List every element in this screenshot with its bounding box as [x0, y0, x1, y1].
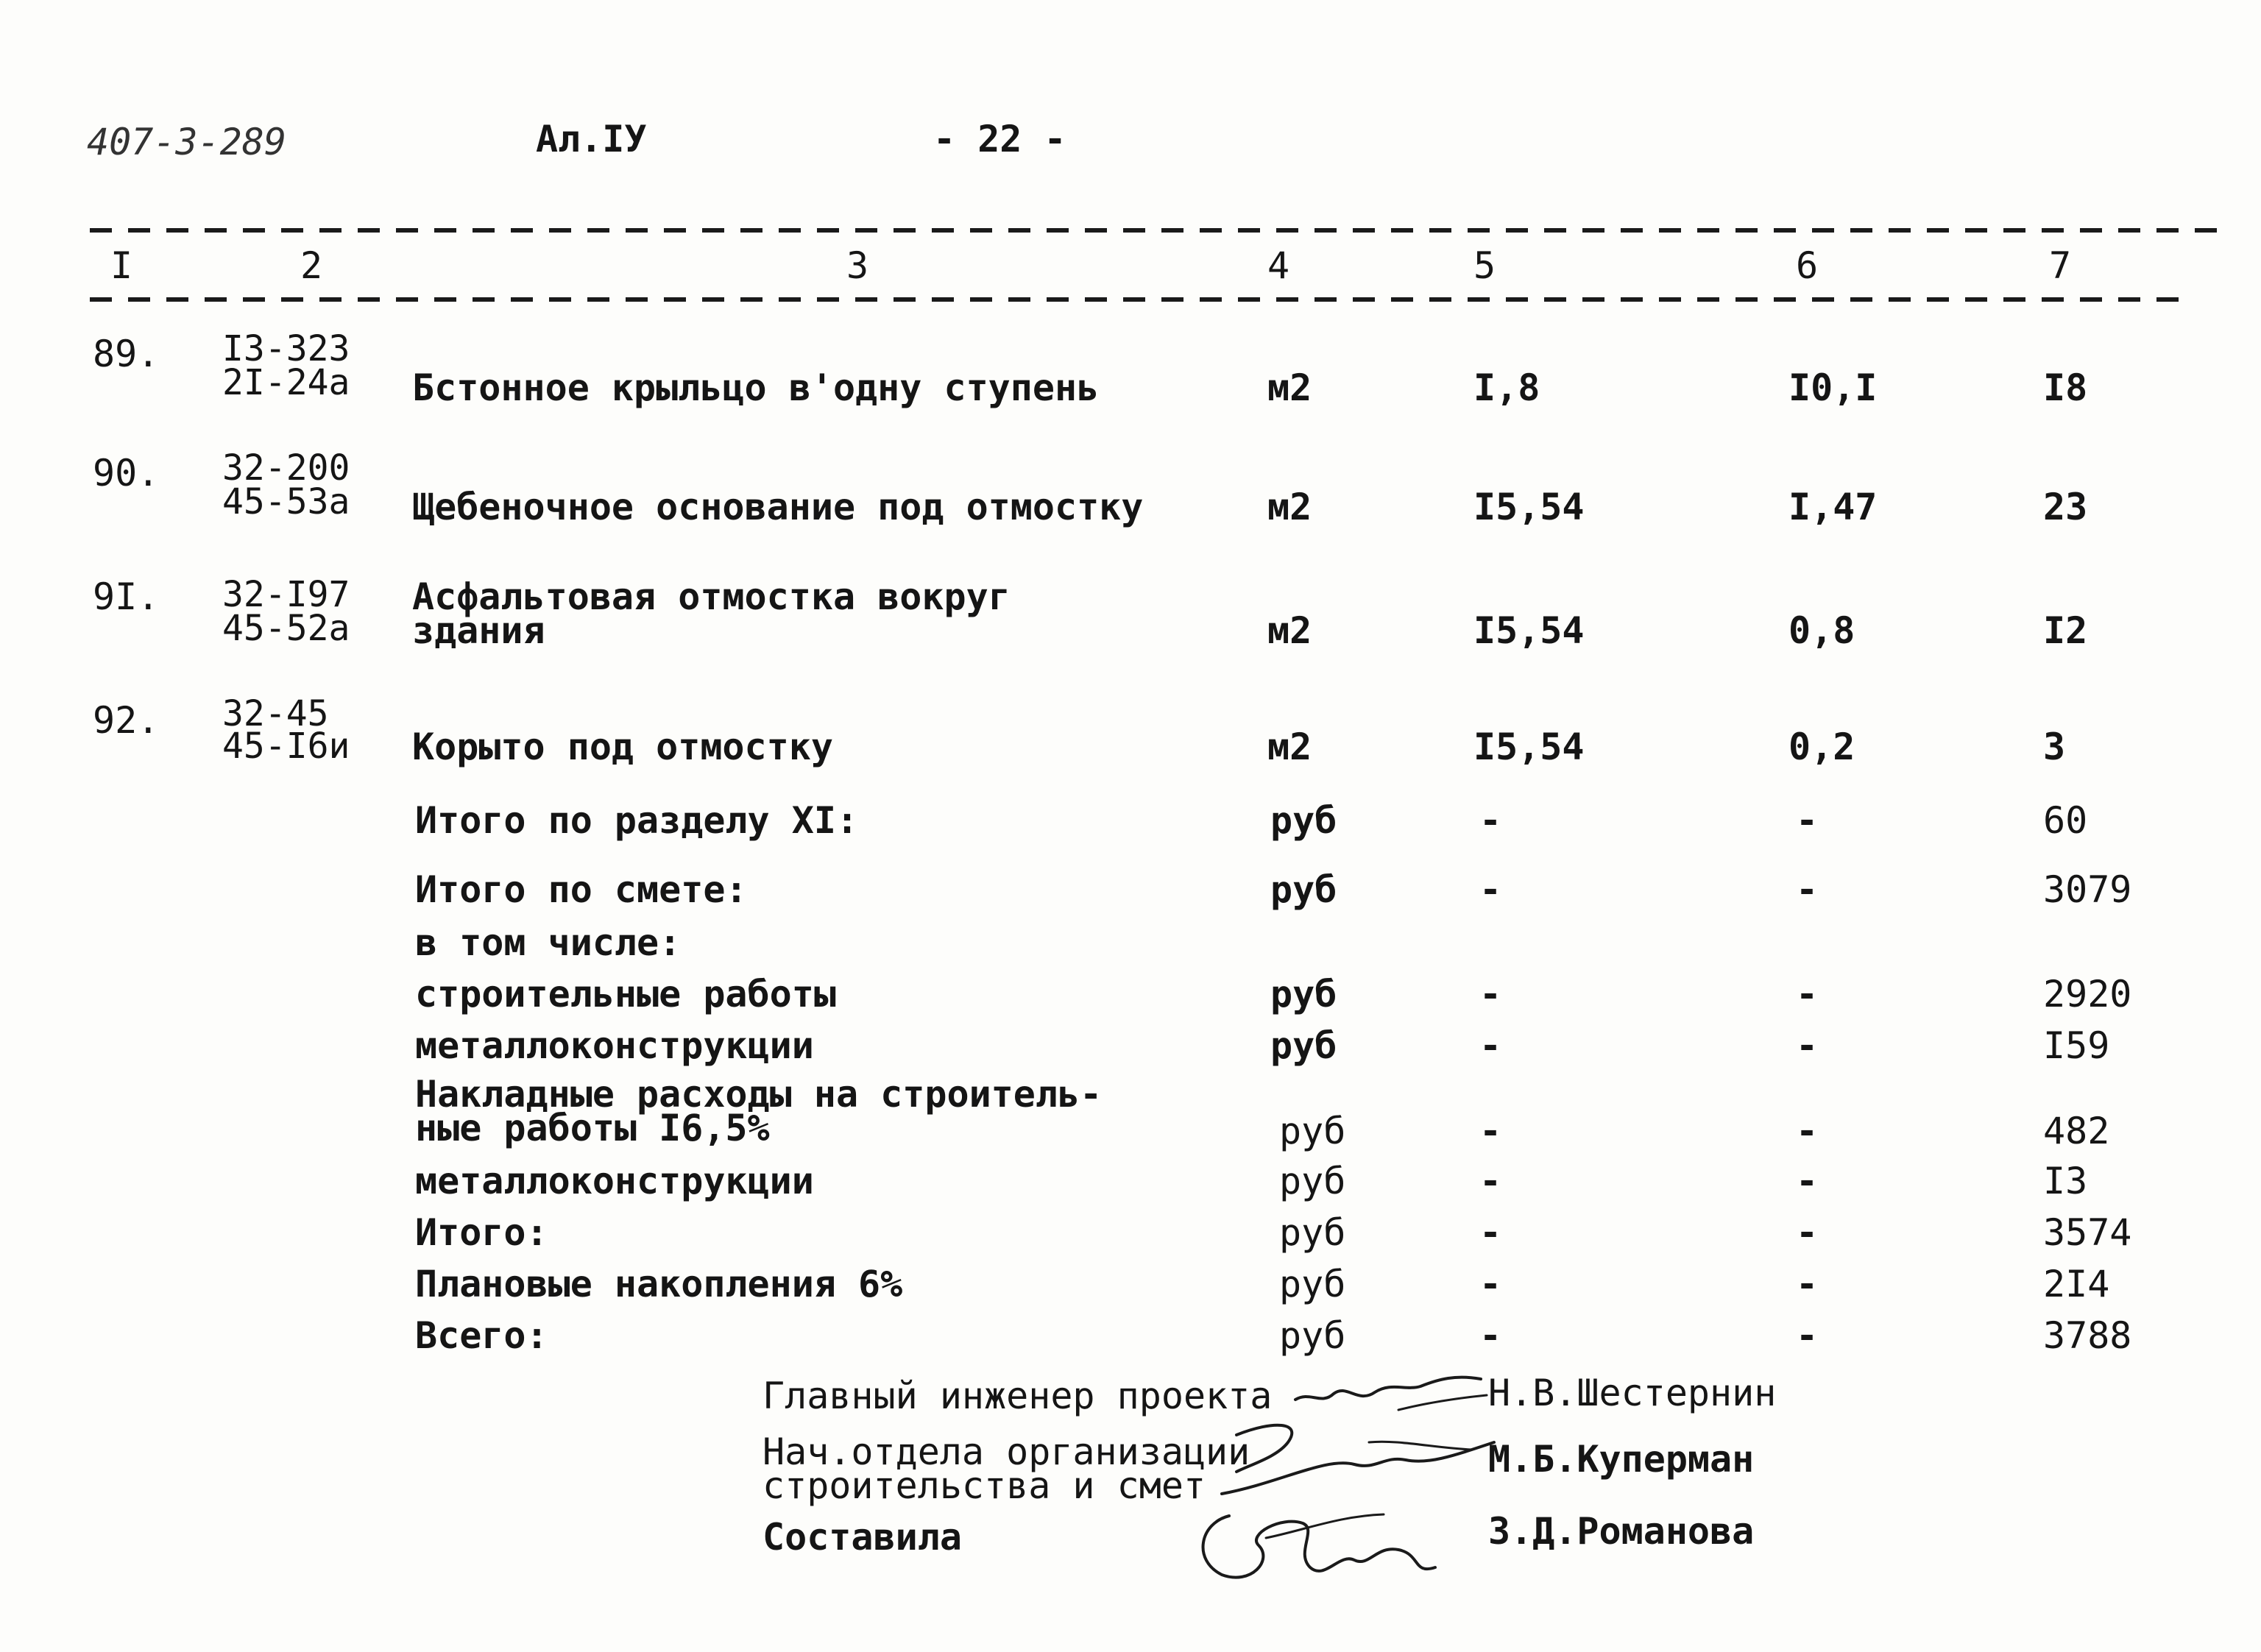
signature-role: Главный инженер проекта: [762, 1375, 1273, 1417]
row-price: I,47: [1788, 486, 1878, 528]
row-quantity: I5,54: [1473, 486, 1585, 528]
summary-label-continued: ные работы I6,5%: [415, 1107, 770, 1149]
col-header-4: 4: [1267, 244, 1290, 287]
signature-name: Н.В.Шестернин: [1488, 1372, 1777, 1414]
summary-unit: руб: [1279, 1110, 1346, 1152]
signature-role-continued: строительства и смет: [762, 1464, 1206, 1507]
row-total: I2: [2043, 609, 2088, 652]
summary-label: Накладные расходы на строитель-: [415, 1073, 1103, 1116]
summary-price: -: [1796, 1110, 1819, 1152]
row-price: I0,I: [1788, 366, 1878, 409]
summary-unit: руб: [1279, 1160, 1346, 1202]
row-unit: м2: [1267, 486, 1312, 528]
summary-price: -: [1796, 1263, 1819, 1305]
row-code-primary: 32-I97: [222, 574, 350, 615]
col-header-2: 2: [300, 244, 323, 287]
summary-price: -: [1796, 973, 1819, 1015]
summary-quantity: -: [1479, 868, 1502, 911]
summary-total: 3079: [2043, 868, 2132, 911]
row-name: Щебеночное основание под отмостку: [412, 486, 1144, 528]
row-quantity: I,8: [1473, 366, 1540, 409]
summary-quantity: -: [1479, 1110, 1502, 1152]
doc-code: 407-3-289: [87, 121, 286, 163]
summary-unit: руб: [1279, 1263, 1346, 1305]
row-number: 92.: [93, 699, 160, 742]
summary-total: 2920: [2043, 973, 2132, 1015]
page-number: - 22 -: [933, 118, 1066, 160]
signature-role: Составила: [762, 1516, 962, 1559]
summary-price: -: [1796, 868, 1819, 911]
row-number: 89.: [93, 333, 160, 375]
summary-quantity: -: [1479, 973, 1502, 1015]
row-number: 9I.: [93, 575, 160, 618]
col-header-3: 3: [846, 244, 869, 287]
row-number: 90.: [93, 452, 160, 494]
row-code-secondary: 45-52а: [222, 608, 350, 649]
col-header-1: I: [110, 244, 133, 287]
summary-total: 482: [2043, 1110, 2110, 1152]
row-total: I8: [2043, 366, 2088, 409]
row-quantity: I5,54: [1473, 726, 1585, 768]
summary-label: Итого:: [415, 1211, 548, 1254]
summary-total: 3788: [2043, 1314, 2132, 1357]
col-header-5: 5: [1473, 244, 1496, 287]
row-price: 0,8: [1788, 609, 1855, 652]
row-total: 23: [2043, 486, 2088, 528]
summary-price: -: [1796, 799, 1819, 842]
summary-quantity: -: [1479, 1024, 1502, 1067]
handwritten-signature-chief-engineer: [1288, 1361, 1509, 1420]
summary-label: металлоконструкции: [415, 1160, 814, 1202]
summary-unit: руб: [1270, 973, 1337, 1015]
col-header-6: 6: [1796, 244, 1819, 287]
signature-name: З.Д.Романова: [1488, 1510, 1755, 1553]
summary-price: -: [1796, 1024, 1819, 1067]
row-price: 0,2: [1788, 726, 1855, 768]
summary-price: -: [1796, 1314, 1819, 1357]
summary-total: 3574: [2043, 1211, 2132, 1254]
summary-quantity: -: [1479, 1160, 1502, 1202]
summary-total: 2I4: [2043, 1263, 2110, 1305]
summary-label: в том числе:: [415, 921, 682, 964]
summary-total: 60: [2043, 799, 2088, 842]
row-quantity: I5,54: [1473, 609, 1585, 652]
summary-price: -: [1796, 1211, 1819, 1254]
summary-label: Всего:: [415, 1314, 548, 1357]
row-code-primary: I3-323: [222, 328, 350, 369]
summary-label: Итого по смете:: [415, 868, 748, 911]
row-name: Бстонное крыльцо в'одну ступень: [412, 366, 1100, 409]
row-code-primary: 32-45: [222, 693, 329, 734]
row-name-continued: здания: [412, 609, 545, 652]
summary-unit: руб: [1270, 1024, 1337, 1067]
summary-quantity: -: [1479, 1314, 1502, 1357]
header-rule-bottom: [90, 297, 2195, 302]
summary-quantity: -: [1479, 1263, 1502, 1305]
summary-total: I3: [2043, 1160, 2088, 1202]
summary-label: Итого по разделу XI:: [415, 799, 859, 842]
row-name: Корыто под отмостку: [412, 726, 833, 768]
album-label: Ал.IУ: [536, 118, 647, 160]
row-code-secondary: 45-I6и: [222, 726, 350, 767]
row-total: 3: [2043, 726, 2066, 768]
signature-role: Нач.отдела организации: [762, 1431, 1250, 1473]
summary-unit: руб: [1279, 1211, 1346, 1254]
row-name: Асфальтовая отмостка вокруг: [412, 575, 1011, 618]
summary-total: I59: [2043, 1024, 2110, 1067]
summary-label: металлоконструкции: [415, 1024, 814, 1067]
header-rule-top: [90, 228, 2224, 233]
summary-unit: руб: [1279, 1314, 1346, 1357]
row-unit: м2: [1267, 609, 1312, 652]
row-code-secondary: 2I-24а: [222, 362, 350, 403]
col-header-7: 7: [2049, 244, 2072, 287]
summary-unit: руб: [1270, 868, 1337, 911]
summary-unit: руб: [1270, 799, 1337, 842]
summary-quantity: -: [1479, 1211, 1502, 1254]
summary-quantity: -: [1479, 799, 1502, 842]
handwritten-signature-compiler: [1178, 1486, 1457, 1597]
row-unit: м2: [1267, 366, 1312, 409]
summary-price: -: [1796, 1160, 1819, 1202]
signature-name: М.Б.Куперман: [1488, 1438, 1755, 1481]
row-code-secondary: 45-53а: [222, 481, 350, 522]
summary-label: Плановые накопления 6%: [415, 1263, 903, 1305]
row-unit: м2: [1267, 726, 1312, 768]
row-code-primary: 32-200: [222, 447, 350, 489]
summary-label: строительные работы: [415, 973, 836, 1015]
